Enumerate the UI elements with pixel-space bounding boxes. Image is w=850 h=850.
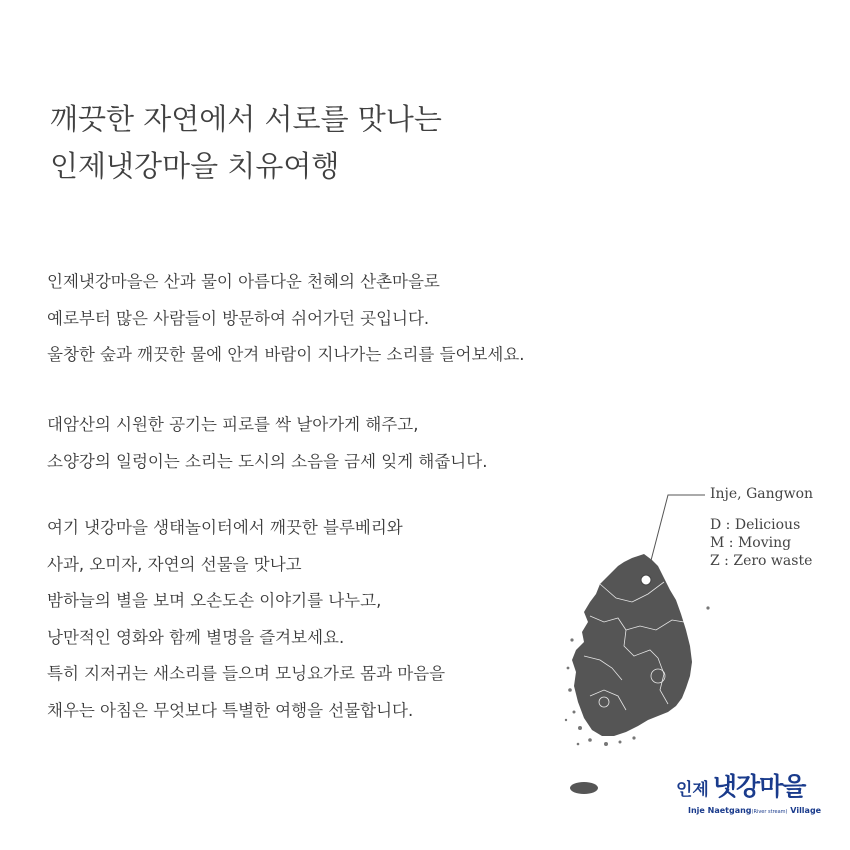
title-line-2: 인제냇강마을 치유여행 [50,149,340,183]
activity-line-4: 낭만적인 영화와 함께 별명을 즐겨보세요. [47,627,345,647]
map-legend [710,486,813,570]
air-line-2: 소양강의 일렁이는 소리는 도시의 소음을 금세 잊게 해줍니다. [47,451,488,471]
activity-line-5: 특히 지저귀는 새소리를 들으며 모닝요가로 몸과 마음을 [47,664,446,683]
location-label: Inje, Gangwon [710,486,814,502]
village-logo [676,772,826,822]
activity-line-3: 밤하늘의 별을 보며 오손도손 이야기를 나누고, [47,591,382,610]
intro-paragraph [47,264,525,374]
activity-line-6: 채우는 아침은 무엇보다 특별한 여행을 선물합니다. [47,700,414,720]
korea-map [560,490,720,800]
activity-line-2: 사과, 오미자, 자연의 선물을 맛나고 [47,554,302,574]
logo-sub-suffix: Village [787,806,822,815]
logo-sub-tiny: (River stream) [751,809,788,815]
logo-subtitle [688,805,826,818]
air-paragraph [47,407,487,480]
intro-line-1: 인제냇강마을은 산과 물이 아름다운 천혜의 산촌마을로 [47,272,440,291]
title-line-1: 깨끗한 자연에서 서로를 맛나는 [50,102,442,136]
legend-d: D : Delicious [710,517,801,533]
logo-wordmark [676,772,826,805]
mainland-shape [572,554,692,736]
logo-main-text: 냇강마을 [712,772,806,801]
page-title [50,96,442,190]
air-line-1: 대암산의 시원한 공기는 피로를 싹 날아가게 해주고, [47,415,419,434]
activity-line-1: 여기 냇강마을 생태놀이터에서 깨끗한 블루베리와 [47,518,403,537]
logo-small-text: 인제 [676,780,709,800]
location-leader-line [648,495,705,572]
legend-z: Z : Zero waste [710,553,813,569]
intro-line-2: 예로부터 많은 사람들이 방문하여 쉬어가던 곳입니다. [47,308,430,328]
jeju-island [570,782,598,794]
inje-location-marker [641,575,651,585]
logo-sub-prefix: Inje Naetgang [688,806,752,815]
activity-paragraph [47,510,445,729]
legend-m: M : Moving [710,535,792,551]
intro-line-3: 울창한 숲과 깨끗한 물에 안겨 바람이 지나가는 소리를 들어보세요. [47,345,525,364]
